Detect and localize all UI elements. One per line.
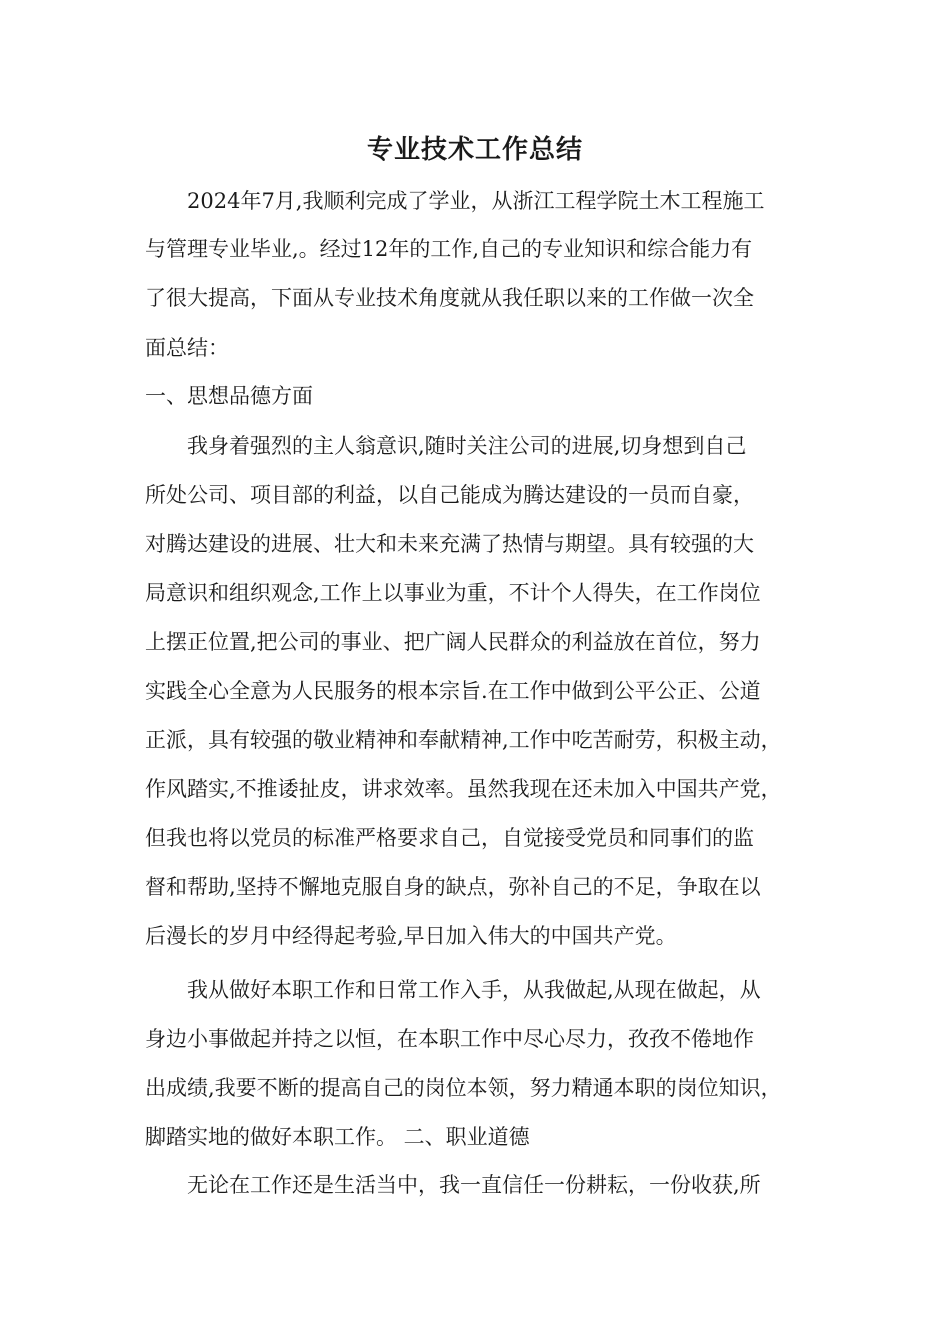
text-line: 对腾达建设的进展、壮大和未来充满了热情与期望。具有较强的大: [145, 532, 754, 556]
text-line: 后漫长的岁月中经得起考验,早日加入伟大的中国共产党。: [145, 924, 677, 948]
text-line: 我身着强烈的主人翁意识,随时关注公司的进展,切身想到自己: [187, 434, 747, 458]
text-line: 局意识和组织观念,工作上以事业为重，不计个人得失，在工作岗位: [145, 581, 761, 605]
text-line: 脚踏实地的做好本职工作。 二、职业道德: [145, 1125, 530, 1149]
text-line: 所处公司、项目部的利益，以自己能成为腾达建设的一员而自豪，: [145, 483, 754, 507]
text-line: 我从做好本职工作和日常工作入手，从我做起,从现在做起，从: [187, 978, 761, 1002]
text-line: 上摆正位置,把公司的事业、把广阔人民群众的利益放在首位，努力: [145, 630, 761, 654]
document-title: 专业技术工作总结: [366, 135, 583, 165]
text-line: 正派，具有较强的敬业精神和奉献精神,工作中吃苦耐劳，积极主动，: [145, 728, 782, 752]
text-line: 但我也将以党员的标准严格要求自己，自觉接受党员和同事们的监: [145, 826, 754, 850]
text-line: 督和帮助,坚持不懈地克服自身的缺点，弥补自己的不足，争取在以: [145, 875, 761, 899]
text-line: 作风踏实,不推诿扯皮，讲求效率。虽然我现在还未加入中国共产党，: [145, 777, 782, 801]
text-line: 身边小事做起并持之以恒，在本职工作中尽心尽力，孜孜不倦地作: [145, 1027, 754, 1051]
text-line: 了很大提高，下面从专业技术角度就从我任职以来的工作做一次全: [145, 286, 754, 310]
text-line: 2024年7月,我顺利完成了学业，从浙江工程学院土木工程施工: [187, 189, 765, 213]
section-heading: 一、思想品德方面: [145, 384, 313, 408]
text-line: 出成绩,我要不断的提高自己的岗位本领，努力精通本职的岗位知识，: [145, 1076, 782, 1100]
text-line: 实践全心全意为人民服务的根本宗旨.在工作中做到公平公正、公道: [145, 679, 761, 703]
text-line: 与管理专业毕业,。经过12年的工作,自己的专业知识和综合能力有: [145, 237, 753, 261]
text-line: 无论在工作还是生活当中，我一直信任一份耕耘，一份收获,所: [187, 1173, 761, 1197]
text-line: 面总结：: [145, 336, 229, 360]
